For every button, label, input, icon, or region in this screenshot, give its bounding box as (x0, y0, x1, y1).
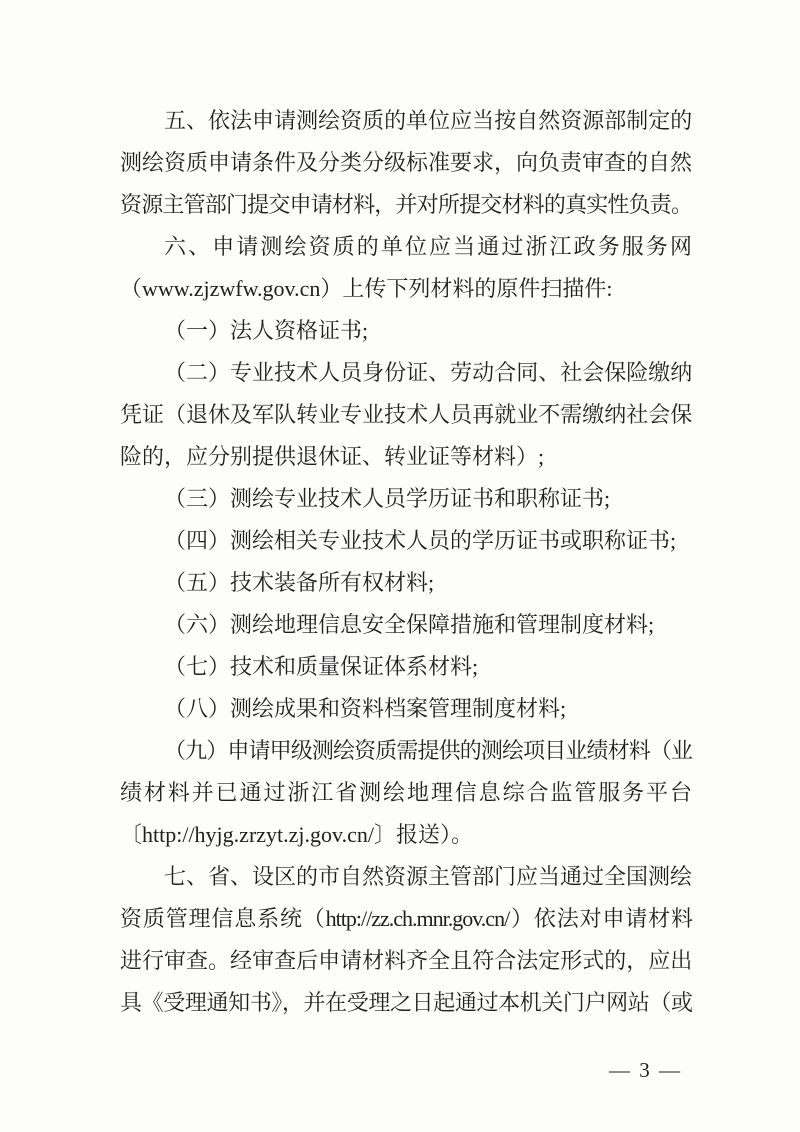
doc-line-15: （八）测绘成果和资料档案管理制度材料; (164, 696, 567, 721)
document-body (120, 100, 692, 1024)
doc-line-9: 险的，应分别提供退休证、转业证等材料）; (120, 444, 545, 469)
doc-line-8: 凭证（退休及军队转业专业技术人员再就业不需缴纳社会保 (120, 402, 692, 427)
doc-line-4: 六、申请测绘资质的单位应当通过浙江政务服务网 (164, 234, 692, 259)
doc-line-18: 〔http://hyjg.zrzyt.zj.gov.cn/〕报送）。 (120, 822, 473, 847)
doc-line-3: 资源主管部门提交申请材料，并对所提交材料的真实性负责。 (120, 192, 692, 217)
doc-line-17: 绩材料并已通过浙江省测绘地理信息综合监管服务平台 (120, 780, 692, 805)
doc-line-2: 测绘资质申请条件及分类分级标准要求，向负责审查的自然 (120, 150, 693, 175)
doc-line-21: 进行审查。经审查后申请材料齐全且符合法定形式的，应出 (120, 948, 692, 973)
doc-line-14: （七）技术和质量保证体系材料; (164, 654, 479, 679)
doc-line-10: （三）测绘专业技术人员学历证书和职称证书; (164, 486, 611, 511)
doc-line-20: 资质管理信息系统（http://zz.ch.mnr.gov.cn/）依法对申请材料 (120, 906, 692, 931)
doc-line-11: （四）测绘相关专业技术人员的学历证书或职称证书; (164, 528, 677, 553)
doc-line-19: 七、省、设区的市自然资源主管部门应当通过全国测绘 (164, 864, 693, 889)
doc-line-12: （五）技术装备所有权材料; (164, 570, 435, 595)
doc-line-16: （九）申请甲级测绘资质需提供的测绘项目业绩材料（业 (164, 738, 692, 763)
doc-line-7: （二）专业技术人员身份证、劳动合同、社会保险缴纳 (164, 360, 692, 385)
doc-line-22: 具《受理通知书》，并在受理之日起通过本机关门户网站（或 (120, 990, 692, 1015)
doc-line-5: （www.zjzwfw.gov.cn）上传下列材料的原件扫描件: (120, 276, 613, 301)
doc-line-13: （六）测绘地理信息安全保障措施和管理制度材料; (164, 612, 655, 637)
doc-line-1: 五、依法申请测绘资质的单位应当按自然资源部制定的 (164, 108, 692, 133)
page-number: — 3 — (609, 1058, 682, 1082)
doc-line-6: （一）法人资格证书; (164, 318, 369, 343)
